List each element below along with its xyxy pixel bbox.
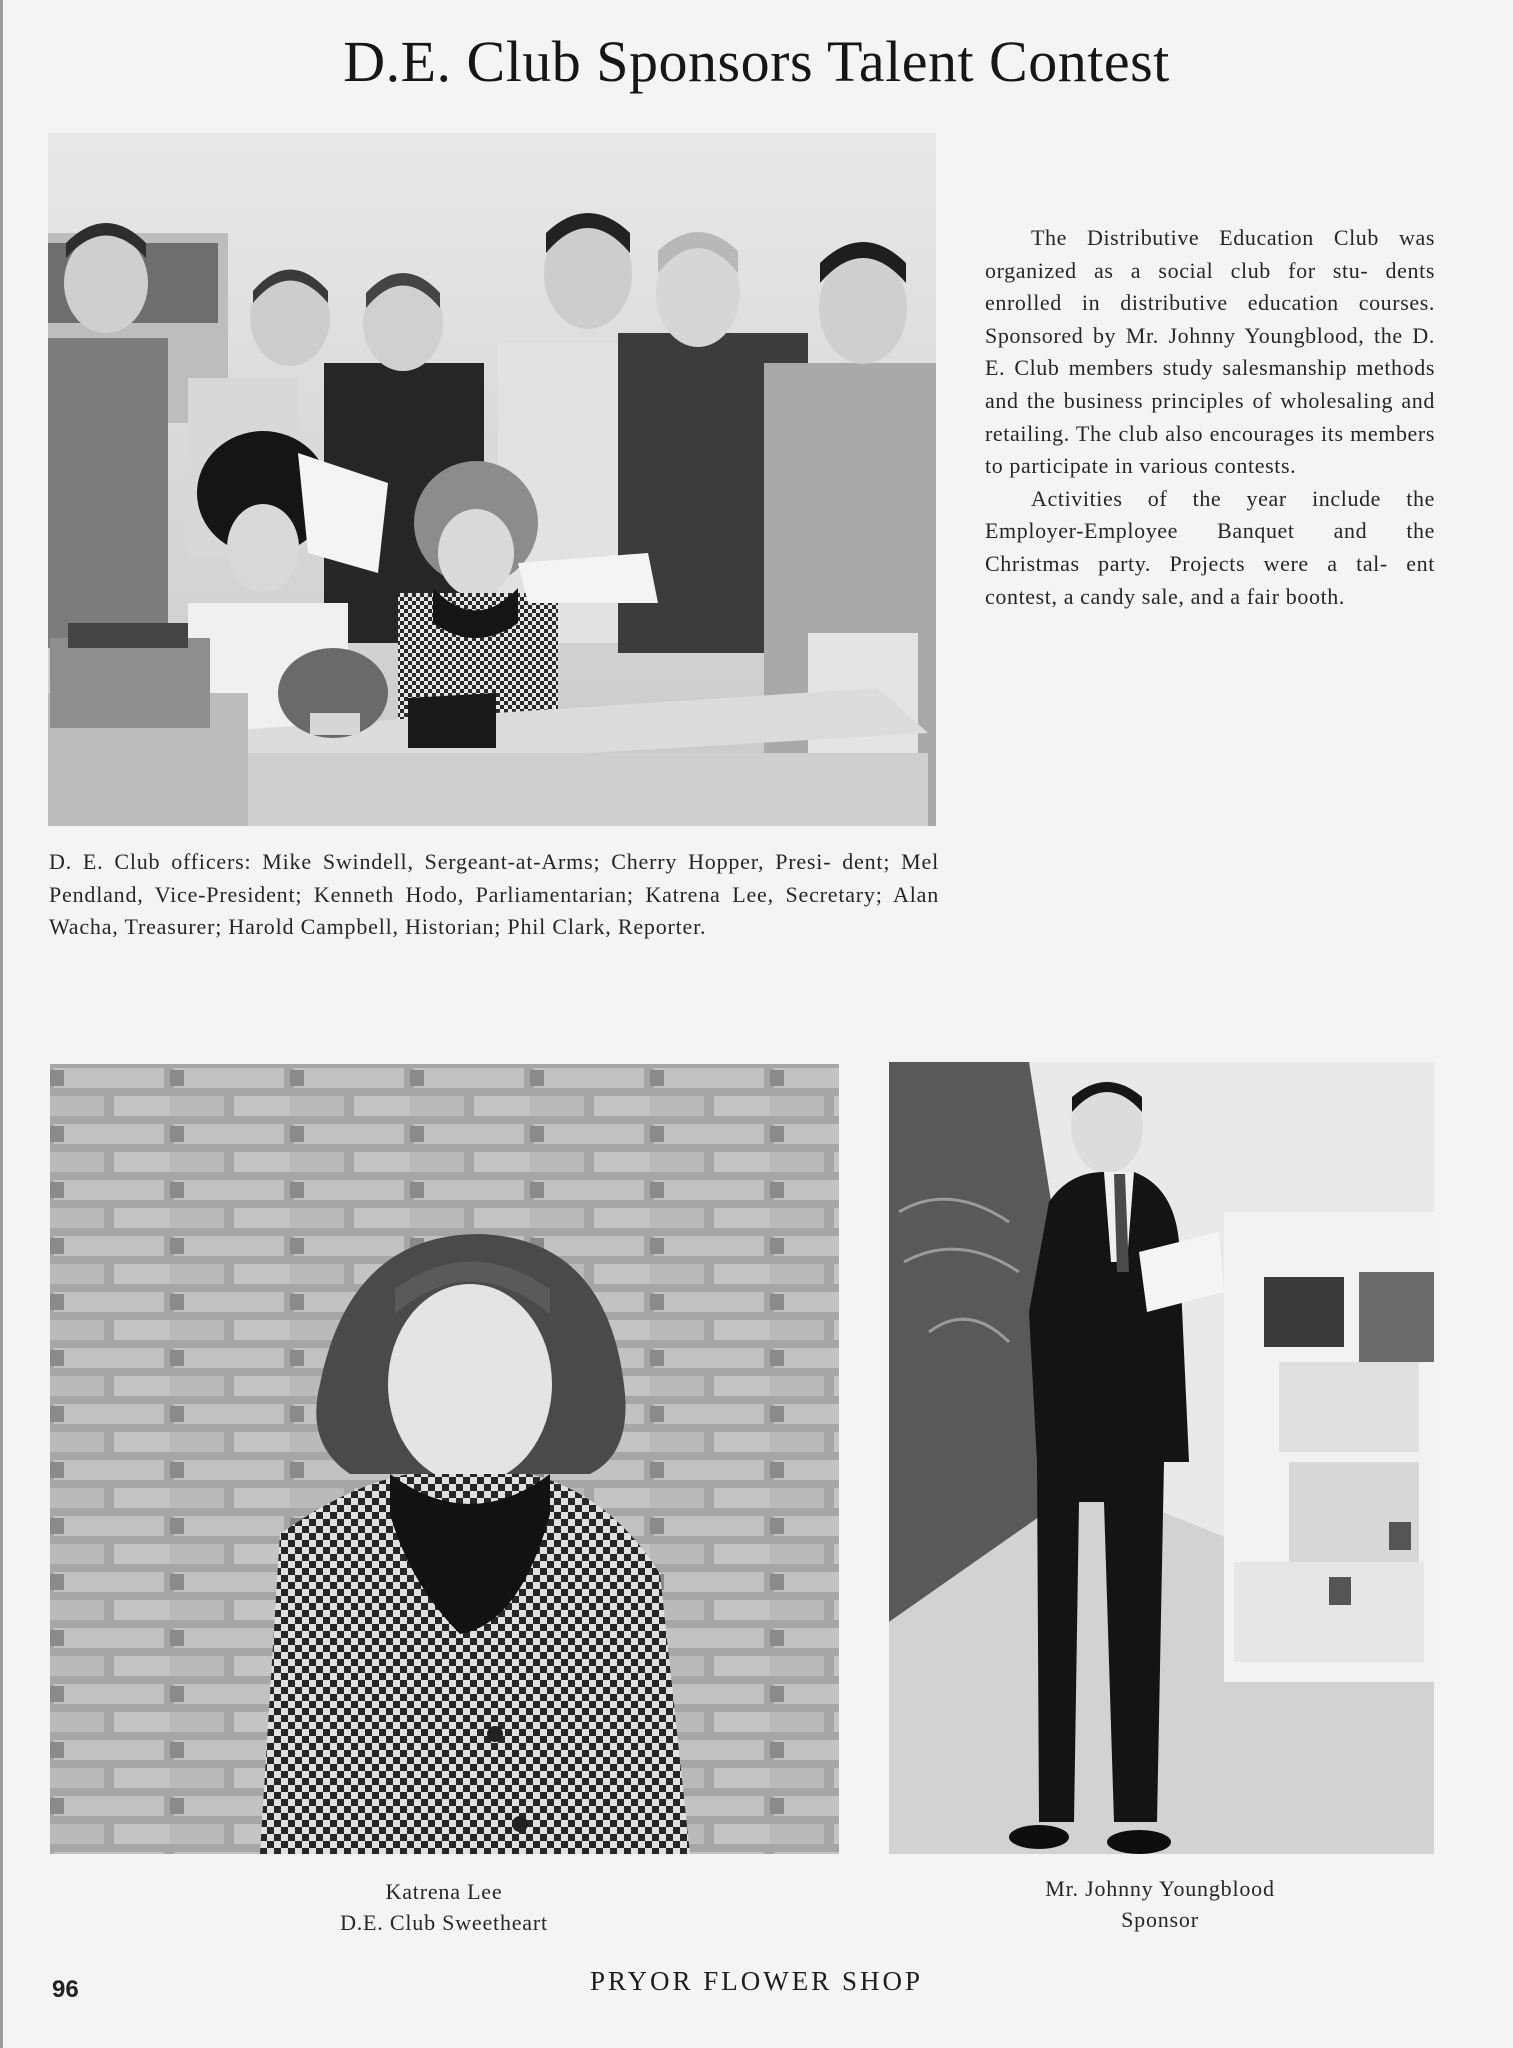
sweetheart-role: D.E. Club Sweetheart: [340, 1910, 548, 1935]
article-paragraph: The Distributive Education Club was organized as a social club for stu- dents enrolled in distributive education courses. Sponsored by Mr. Johnny Youngblood, the D. E. Club members study salesmanship methods and the business principles of wholesaling and retailing. The club also encourages its members to participate in various contests.: [985, 225, 1435, 479]
officers-group-photo: [48, 133, 936, 826]
sponsor-photo: [889, 1062, 1434, 1854]
sponsor-role: Sponsor: [1121, 1907, 1199, 1932]
article-body: [985, 222, 1435, 613]
page-number: 96: [52, 1976, 79, 2003]
page-title: D.E. Club Sponsors Talent Contest: [343, 29, 1170, 94]
sweetheart-caption: [244, 1876, 644, 1938]
sweetheart-name: Katrena Lee: [385, 1879, 503, 1904]
sponsor-caption: [960, 1873, 1360, 1935]
page-edge: [0, 0, 3, 2048]
footer-advertiser: PRYOR FLOWER SHOP: [589, 1966, 924, 1996]
officers-caption: D. E. Club officers: Mike Swindell, Sergeant-at-Arms; Cherry Hopper, Presi- dent; Mel Pendland, Vice-President; Kenneth Hodo, Parliamentarian; Katrena Lee, Secretary; Alan Wacha, Treasurer; Harold Campbell, Historian; Phil Clark, Reporter.: [49, 849, 939, 940]
sponsor-name: Mr. Johnny Youngblood: [1045, 1876, 1275, 1901]
sweetheart-photo: [50, 1064, 839, 1854]
article-paragraph: Activities of the year include the Employer-Employee Banquet and the Christmas party. Projects were a tal- ent contest, a candy sale, and a fair booth.: [985, 485, 1435, 609]
